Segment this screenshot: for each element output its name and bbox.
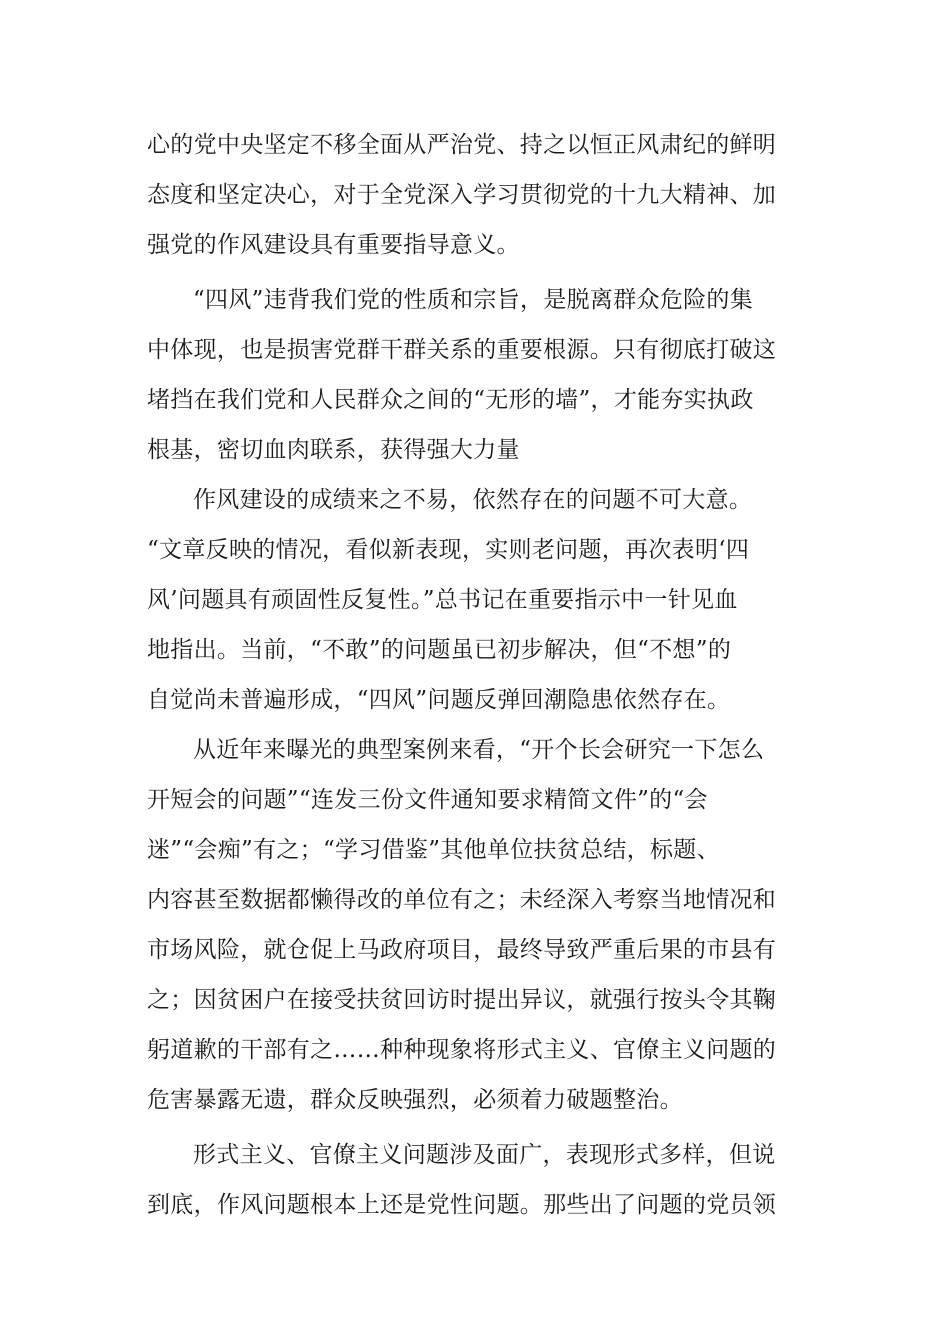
text-line: “文章反映的情况，看似新表现，实则老问题，再次表明‘四: [147, 537, 750, 563]
text-line: 强党的作风建设具有重要指导意义。: [147, 232, 520, 258]
text-line: 地指出。当前，“不敢”的问题虽已初步解决，但“不想”的: [147, 637, 732, 663]
paragraph-first-line: 从近年来曝光的典型案例来看，“开个长会研究一下怎么: [193, 737, 765, 763]
paragraph-first-line: 作风建设的成绩来之不易，依然存在的问题不可大意。: [193, 487, 753, 513]
text-line: 市场风险，就仓促上马政府项目，最终导致严重后果的市县有: [147, 937, 777, 963]
text-line: 心的党中央坚定不移全面从严治党、持之以恒正风肃纪的鲜明: [147, 132, 777, 158]
text-line: 态度和坚定决心，对于全党深入学习贯彻党的十九大精神、加: [147, 182, 777, 208]
text-line: 内容甚至数据都懒得改的单位有之；未经深入考察当地情况和: [147, 887, 777, 913]
paragraph-first-line: “四风”违背我们党的性质和宗旨，是脱离群众危险的集: [193, 287, 754, 313]
text-line: 风’问题具有顽固性反复性。”总书记在重要指示中一针见血: [147, 587, 738, 613]
paragraph-first-line: 形式主义、官僚主义问题涉及面广，表现形式多样，但说: [193, 1142, 776, 1168]
text-line: 躬道歉的干部有之……种种现象将形式主义、官僚主义问题的: [147, 1037, 777, 1063]
text-line: 危害暴露无遗，群众反映强烈，必须着力破题整治。: [147, 1087, 683, 1113]
text-line: 中体现，也是损害党群干群关系的重要根源。只有彻底打破这: [147, 337, 777, 363]
text-line: 之；因贫困户在接受扶贫回访时提出异议，就强行按头令其鞠: [147, 987, 777, 1013]
text-line: 到底，作风问题根本上还是党性问题。那些出了问题的党员领: [147, 1192, 777, 1218]
text-line: 根基，密切血肉联系，获得强大力量: [147, 437, 520, 463]
text-line: 堵挡在我们党和人民群众之间的“无形的墙”，才能夯实执政: [147, 387, 754, 413]
text-line: 开短会的问题”“连发三份文件通知要求精简文件”的“会: [147, 787, 708, 813]
text-line: 迷”“会痴”有之；“学习借鉴”其他单位扶贫总结，标题、: [147, 837, 720, 863]
text-line: 自觉尚未普遍形成，“四风”问题反弹回潮隐患依然存在。: [147, 687, 731, 713]
